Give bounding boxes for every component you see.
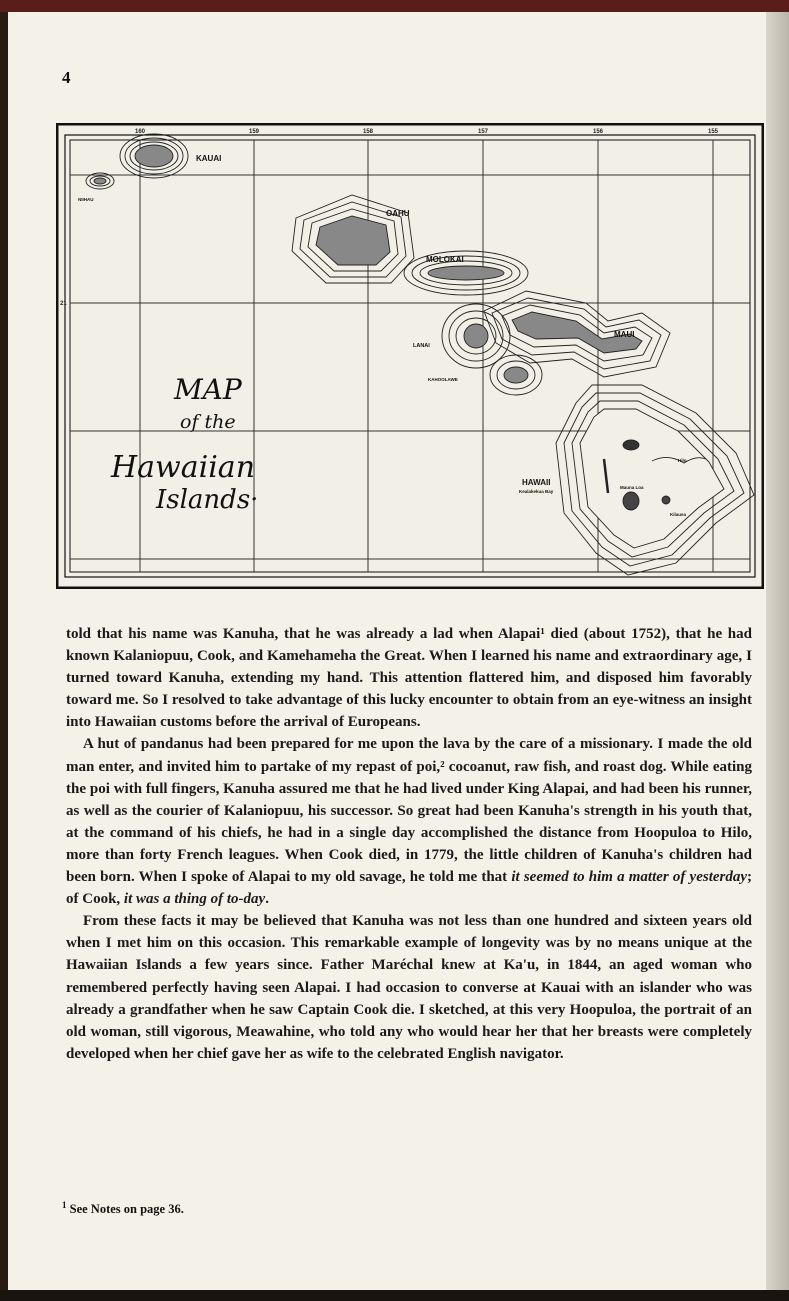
map-title-line2: of the [180, 411, 236, 433]
footnote-marker: 1 [62, 1200, 67, 1210]
label-niihau: NIIHAU [78, 197, 94, 202]
label-molokai: MOLOKAI [426, 255, 464, 264]
tick-label: 158 [362, 129, 374, 135]
paragraph-2-quote-2: it was a thing of to-day [123, 891, 266, 908]
label-kilauea: Kilauea [670, 512, 687, 517]
paragraph-2-text: ; of Cook, [66, 869, 753, 908]
map-figure [56, 123, 764, 589]
label-mauna-loa: Mauna Loa [620, 485, 644, 490]
tick-label: 155 [707, 129, 719, 135]
hawaii-map [56, 123, 764, 589]
footnote [62, 1200, 184, 1217]
label-maui: MAUI [614, 330, 635, 339]
paragraph-2-text: A hut of pandanus had been prepared for me upon the lava by the care of a missionary. I made the old man enter, and invited him to partake of my repast of poi,² cocoanut, raw fish, and roast dog. While eating the poi with full fingers, Kanuha assured me that he had lived under King Alapai, and had been his runner, as well as the courier of Kalaniopuu, his successor. So great had been Kanuha's strength in his youth that, at the command of his chiefs, he had in a single day accomplished the distance from Hoopuloa to Hilo, more than forty French leagues. When Cook died, in 1779, the little children of Kanuha's children had been born. When I spoke of Alapai to my old savage, he told me that [66, 736, 752, 886]
tick-label: 21 [60, 301, 67, 307]
label-oahu: OAHU [386, 209, 410, 218]
label-hawaii: HAWAII [522, 478, 551, 487]
tick-label: 156 [592, 129, 604, 135]
label-hilo: Hilo [678, 458, 687, 463]
label-kauai: KAUAI [196, 154, 222, 163]
paragraph-1: told that his name was Kanuha, that he was already a lad when Alapai¹ died (about 1752), that he had known Kalaniopuu, Cook, and Kamehameha the Great. When I learned his name and extraordinary age, I turned toward Kanuha, extending my hand. This attention flattered him, and disposed him favorably toward me. So I resolved to take advantage of this lucky encounter to obtain from an eye-witness an insight into Hawaiian customs before the arrival of Europeans. [66, 626, 752, 731]
tick-label: 160 [134, 129, 146, 135]
page-gutter [766, 12, 789, 1290]
paragraph-2 [66, 733, 752, 910]
page-number: 4 [62, 68, 71, 87]
tick-label: 157 [477, 129, 489, 135]
footnote-text: See Notes on page 36. [69, 1202, 184, 1217]
bottom-edge [0, 1290, 789, 1301]
body-text [66, 623, 752, 1065]
paragraph-2-quote-1: it seemed to him a matter of yesterday [511, 869, 748, 886]
tick-label: 159 [248, 129, 260, 135]
map-title-line4: Islands· [156, 485, 259, 515]
top-edge [0, 0, 789, 12]
label-kealakekua: Kealakekua Bay [519, 489, 554, 494]
map-title-line3: Hawaiian [111, 450, 256, 485]
paragraph-3: From these facts it may be believed that Kanuha was not less than one hundred and sixteen years old when I met him on this occasion. This remarkable example of longevity was by no means unique at the Hawaiian Islands a few years since. Father Maréchal knew at Ka'u, in 1844, an aged woman who remembered perfectly having seen Alapai. I had occasion to converse at Kauai with an islander who was already a grandfather when he saw Captain Cook die. I sketched, at this very Hoopuloa, the portrait of an old woman, still vigorous, Meawahine, who told any who would hear her that her breasts were completely developed when her chief gave her as wife to the celebrated English navigator. [66, 913, 752, 1062]
label-kahoolawe: KAHOOLAWE [428, 377, 458, 382]
paragraph-2-text: . [265, 891, 269, 908]
map-title-line1: MAP [174, 373, 242, 406]
label-lanai: LANAI [413, 343, 430, 349]
